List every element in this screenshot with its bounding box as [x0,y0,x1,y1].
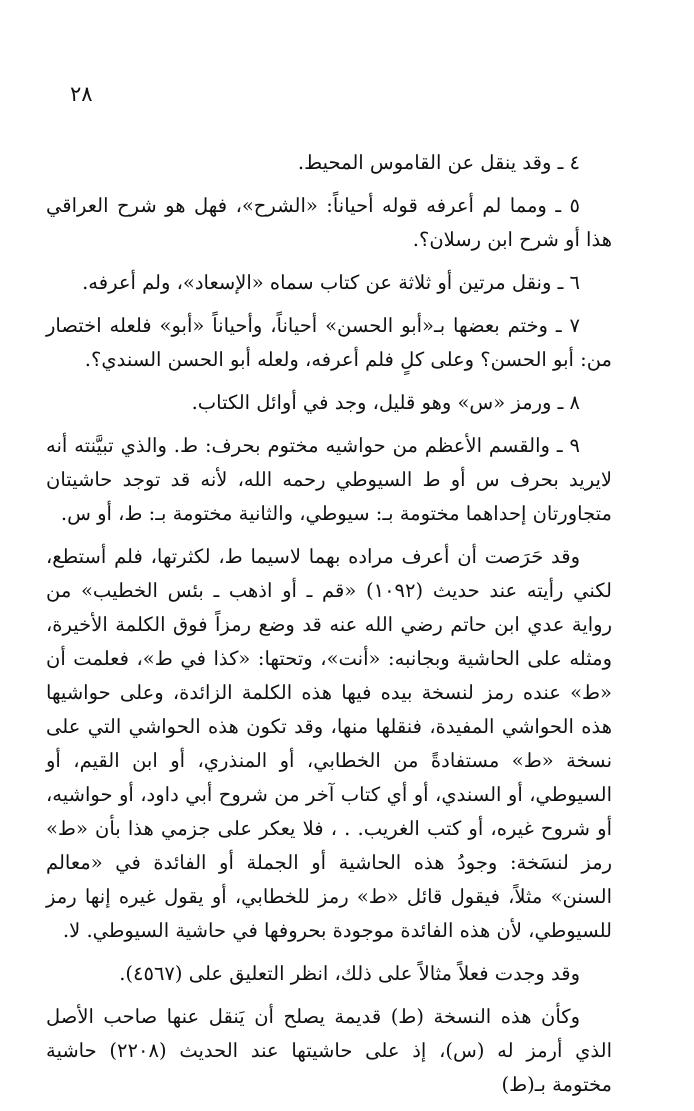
paragraph-example-reference: وقد وجدت فعلاً مثالاً على ذلك، انظر التعليق على (٤٥٦٧). [119,962,580,985]
paragraph-manuscript-age: وكأن هذه النسخة (ط) قديمة يصلح أن يَنقل عنها صاحب الأصل الذي أرمز له (س)، إذ على حاشيتها عند الحديث (٢٢٠٨) حاشية مختومة بـ(ط) [46,1005,612,1096]
page-number: ٢٨ [70,82,93,106]
paragraph-item-5: ٥ ـ ومما لم أعرفه قوله أحياناً: «الشرح»، فهل هو شرح العراقي هذا أو شرح ابن رسلان؟. [46,194,612,251]
page-body [46,146,612,1111]
paragraph-item-8: ٨ ـ ورمز «س» وهو قليل، وجد في أوائل الكتاب. [191,391,580,414]
paragraph-item-6: ٦ ـ ونقل مرتين أو ثلاثة عن كتاب سماه «الإسعاد»، ولم أعرفه. [82,271,580,294]
paragraph-item-7: ٧ ـ وختم بعضها بـ«أبو الحسن» أحياناً، وأحياناً «أبو» فلعله اختصار من: أبو الحسن؟ وعلى كلٍ فلم أعرفه، ولعله أبو الحسن السندي؟. [46,314,612,371]
paragraph-item-4: ٤ ـ وقد ينقل عن القاموس المحيط. [297,151,580,174]
paragraph-symbol-explanation: وقد حَرَصت أن أعرف مراده بهما لاسيما ط، لكثرتها، فلم أستطع، لكني رأيته عند حديث (١٠٩٢) «قم ـ أو اذهب ـ بئس الخطيب» من رواية عدي ابن حاتم رضي الله عنه قد وضع رمزاً فوق الكلمة الأخيرة، ومثله على الحاشية وبجانبه: «أنت»، وتحتها: «كذا في ط»، فعلمت أن «ط» عنده رمز لنسخة بيده فيها هذه الكلمة الزائدة، وعلى حواشيها هذه الحواشي المفيدة، فنقلها منها، وقد تكون هذه الحواشي التي على نسخة «ط» مستفادةً من الخطابي، أو المنذري، أو ابن القيم، أو السيوطي، أو السندي، أو أي كتاب آخر من شروح أبي داود، أو حواشيه، أو شروح غيره، أو كتب الغريب. . ، فلا يعكر على جزمي هذا بأن «ط» رمز لنسَخة: وجودُ هذه الحاشية أو الجملة أو الفائدة في «معالم السنن» مثلاً، فيقول قائل «ط» رمز للخطابي، أو يقول غيره إنها رمز للسيوطي، لأن هذه الفائدة موجودة بحروفها في حاشية السيوطي. لا. [46,545,612,942]
paragraph-item-9: ٩ ـ والقسم الأعظم من حواشيه مختوم بحرف: ط. والذي تبيَّنته أنه لايريد بحرف س أو ط السيوطي رحمه الله، لأنه قد توجد حاشيتان متجاورتان إحداهما مختومة بـ: سيوطي، والثانية مختومة بـ: ط، أو س. [46,434,612,525]
